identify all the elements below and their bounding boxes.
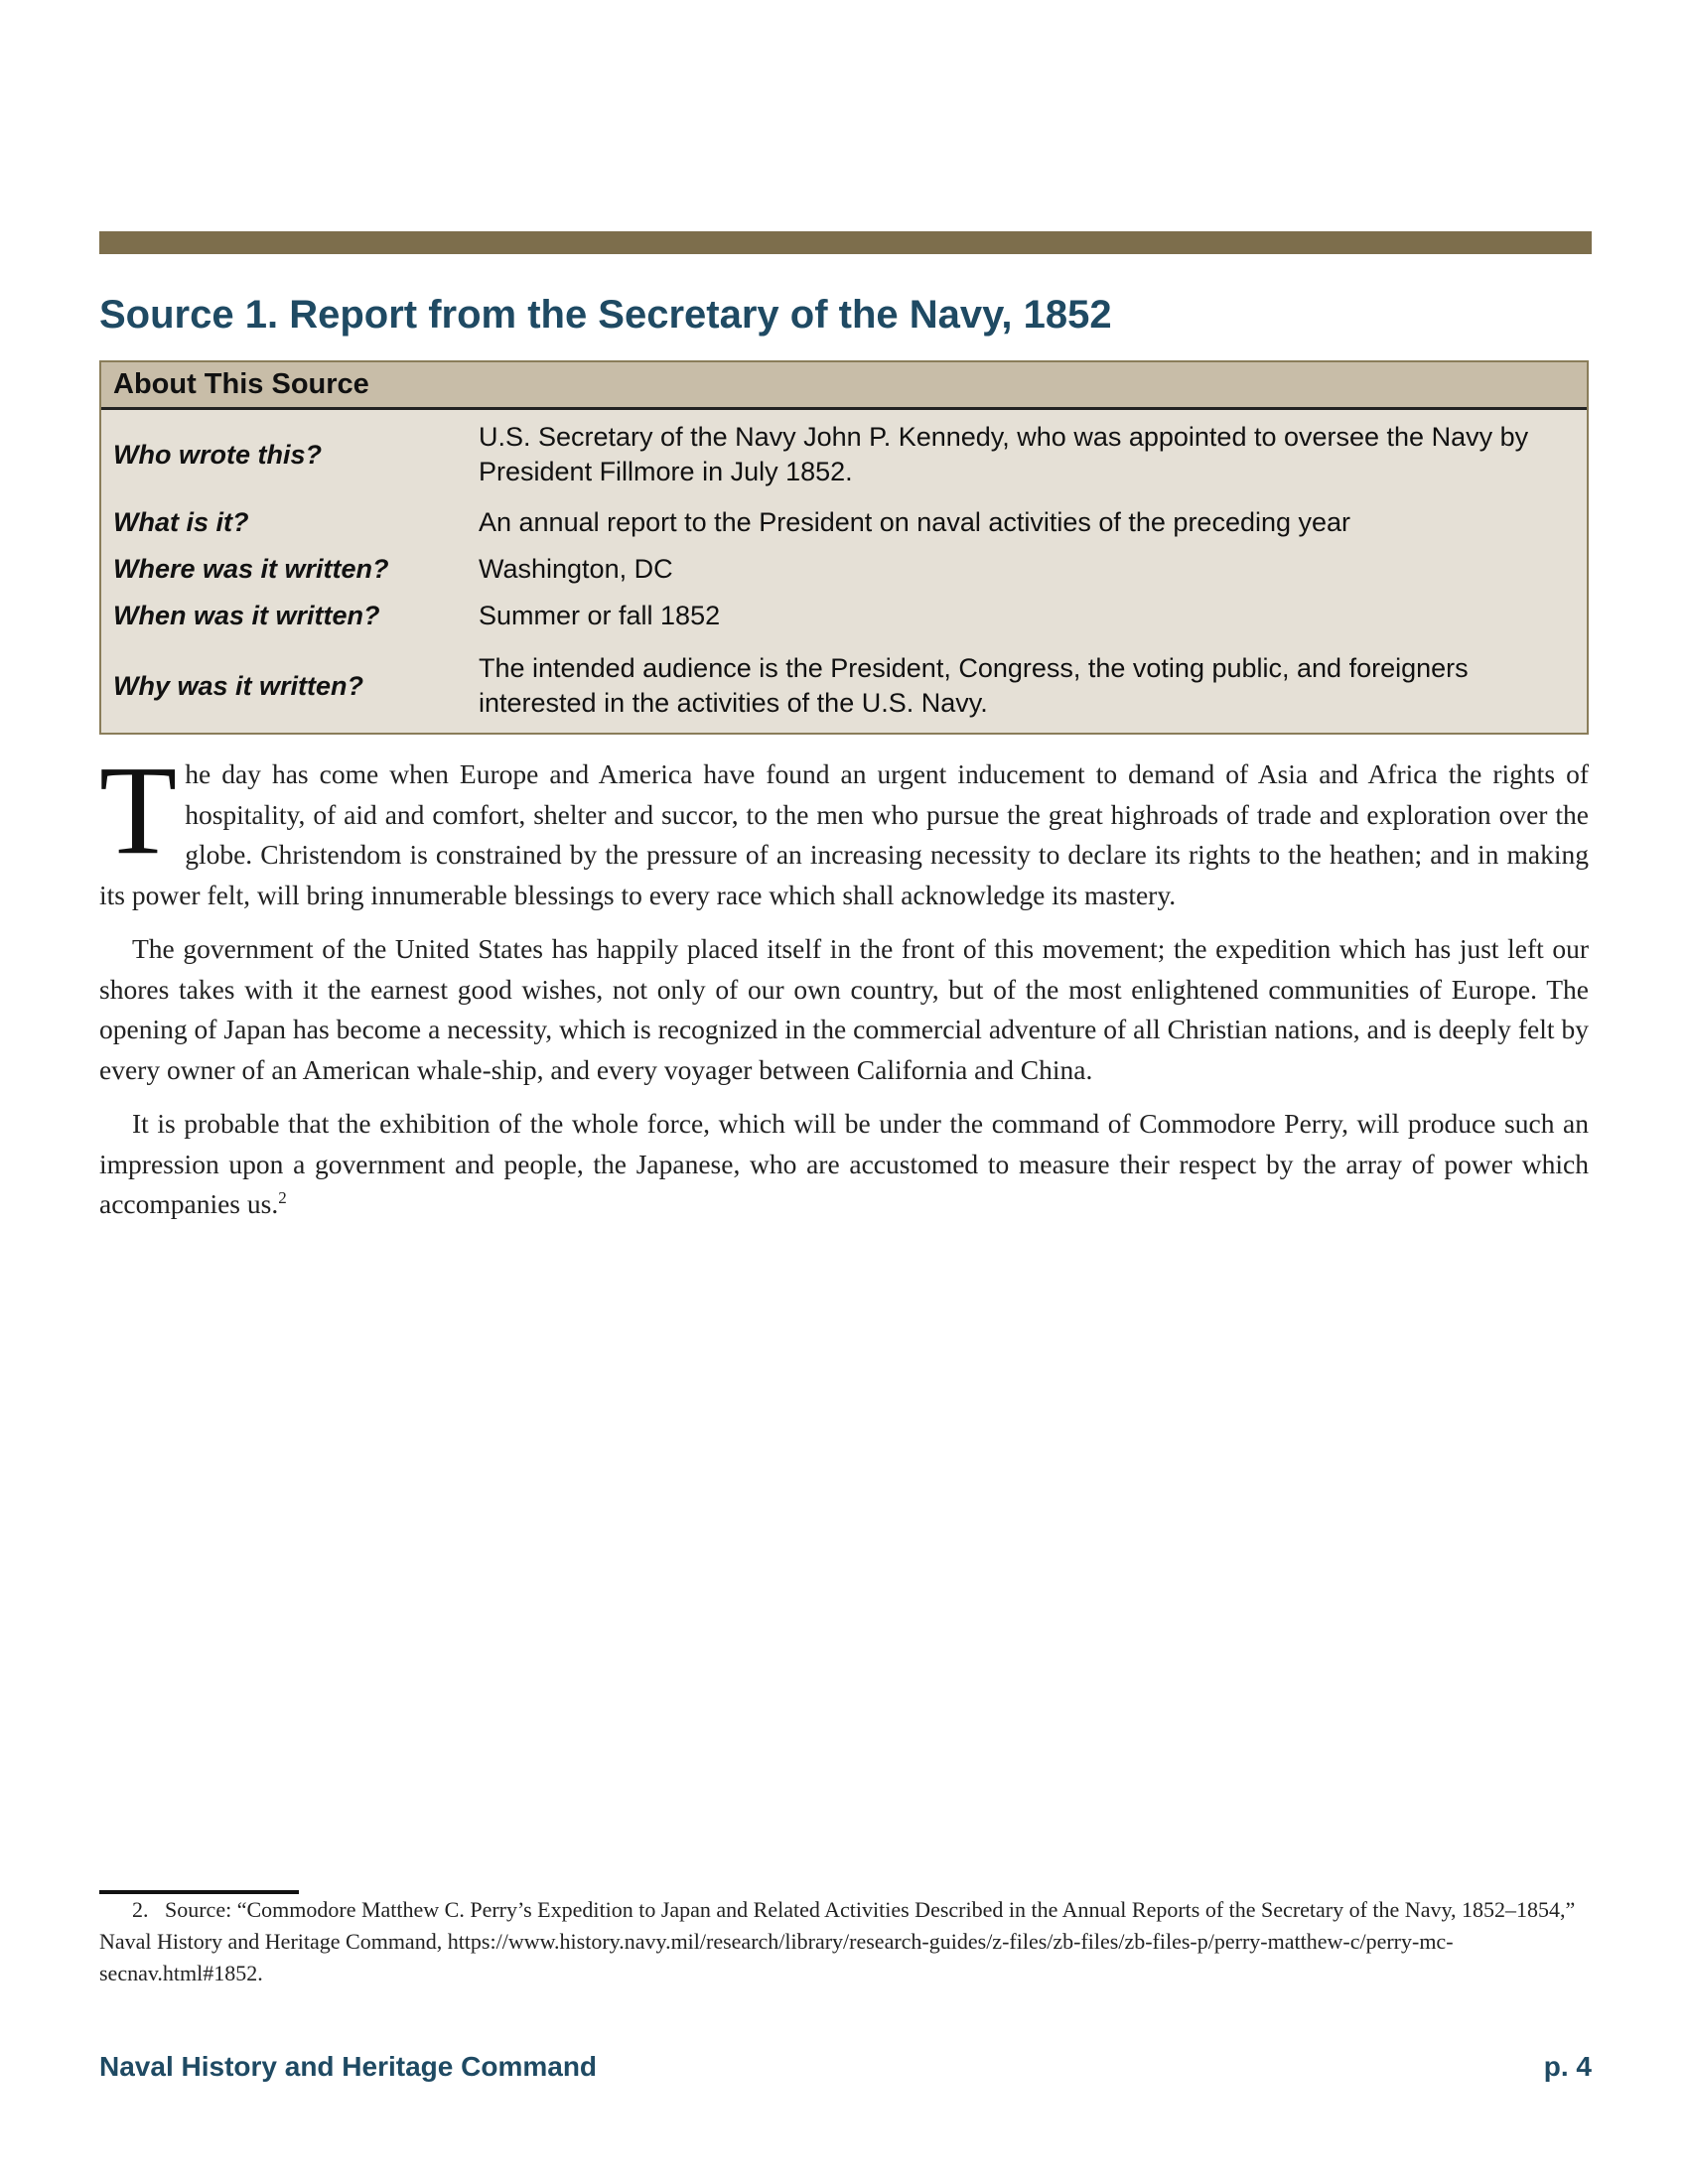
header-rule <box>99 231 1592 254</box>
about-row-what <box>101 499 1587 546</box>
paragraph-2: The government of the United States has happily placed itself in the front of this movement; the expedition which has just left our shores takes with it the earnest good wishes, not only of our own country, but of the most enlightened communities of Europe. The opening of Japan has become a necessity, which is recognized in the commercial adventure of all Christian nations, and is deeply felt by every owner of an American whale-ship, and every voyager between California and China. <box>99 933 1589 1085</box>
footer-organization: Naval History and Heritage Command <box>99 2051 598 2082</box>
about-answer: An annual report to the President on naval activities of the preceding year <box>479 507 1351 537</box>
about-question: Why was it written? <box>113 670 364 701</box>
about-answer: Summer or fall 1852 <box>479 601 721 630</box>
about-row-why <box>101 639 1587 733</box>
about-question: Where was it written? <box>113 554 389 584</box>
paragraph-3-text: It is probable that the exhibition of the whole force, which will be under the command of Commodore Perry, will produce such an impression upon a government and people, the Japanese, who are accustomed to measure their respect by the array of power which accompanies us. <box>99 1108 1589 1219</box>
paragraph-1-text: he day has come when Europe and America have found an urgent inducement to demand of Asia and Africa the rights of hospitality, of aid and comfort, shelter and succor, to the men who pursue the great highroads of trade and exploration over the globe. Christendom is constrained by the pressure of an increasing necessity to declare its rights to the heathen; and in making its power felt, will bring innumerable blessings to every race which shall acknowledge its mastery. <box>99 758 1589 910</box>
page-number: p. 4 <box>1543 2051 1592 2082</box>
footnote-text: Source: “Commodore Matthew C. Perry’s Expedition to Japan and Related Activities Described in the Annual Reports of the Secretary of the Navy, 1852–1854,” Naval History and Heritage Command, https://www.history.navy.mil/research/library/research-guides/z-files/zb-files/zb-files-p/perry-matthew-c/perry-mc-secnav.html#1852. <box>99 1897 1576 1985</box>
about-answer: Washington, DC <box>479 554 673 584</box>
drop-cap: T <box>99 740 178 881</box>
about-row-when <box>101 593 1587 639</box>
about-answer: U.S. Secretary of the Navy John P. Kennedy, who was appointed to oversee the Navy by President Fillmore in July 1852. <box>479 422 1529 486</box>
about-answer: The intended audience is the President, Congress, the voting public, and foreigners interested in the activities of the U.S. Navy. <box>479 653 1469 718</box>
paragraph-3 <box>99 1104 1589 1225</box>
about-question: What is it? <box>113 507 249 537</box>
source-excerpt <box>99 740 1589 1239</box>
footnote <box>99 1894 1589 1989</box>
footnote-number: 2. <box>132 1897 149 1922</box>
about-heading: About This Source <box>101 362 1587 410</box>
paragraph-1 <box>99 740 1589 915</box>
about-question: Who wrote this? <box>113 439 322 470</box>
source-title: Source 1. Report from the Secretary of the Navy, 1852 <box>99 293 1112 337</box>
about-question: When was it written? <box>113 601 380 630</box>
about-source-box <box>99 360 1589 735</box>
about-row-where <box>101 546 1587 593</box>
footnote-reference[interactable]: 2 <box>278 1187 287 1207</box>
about-row-who <box>101 410 1587 499</box>
